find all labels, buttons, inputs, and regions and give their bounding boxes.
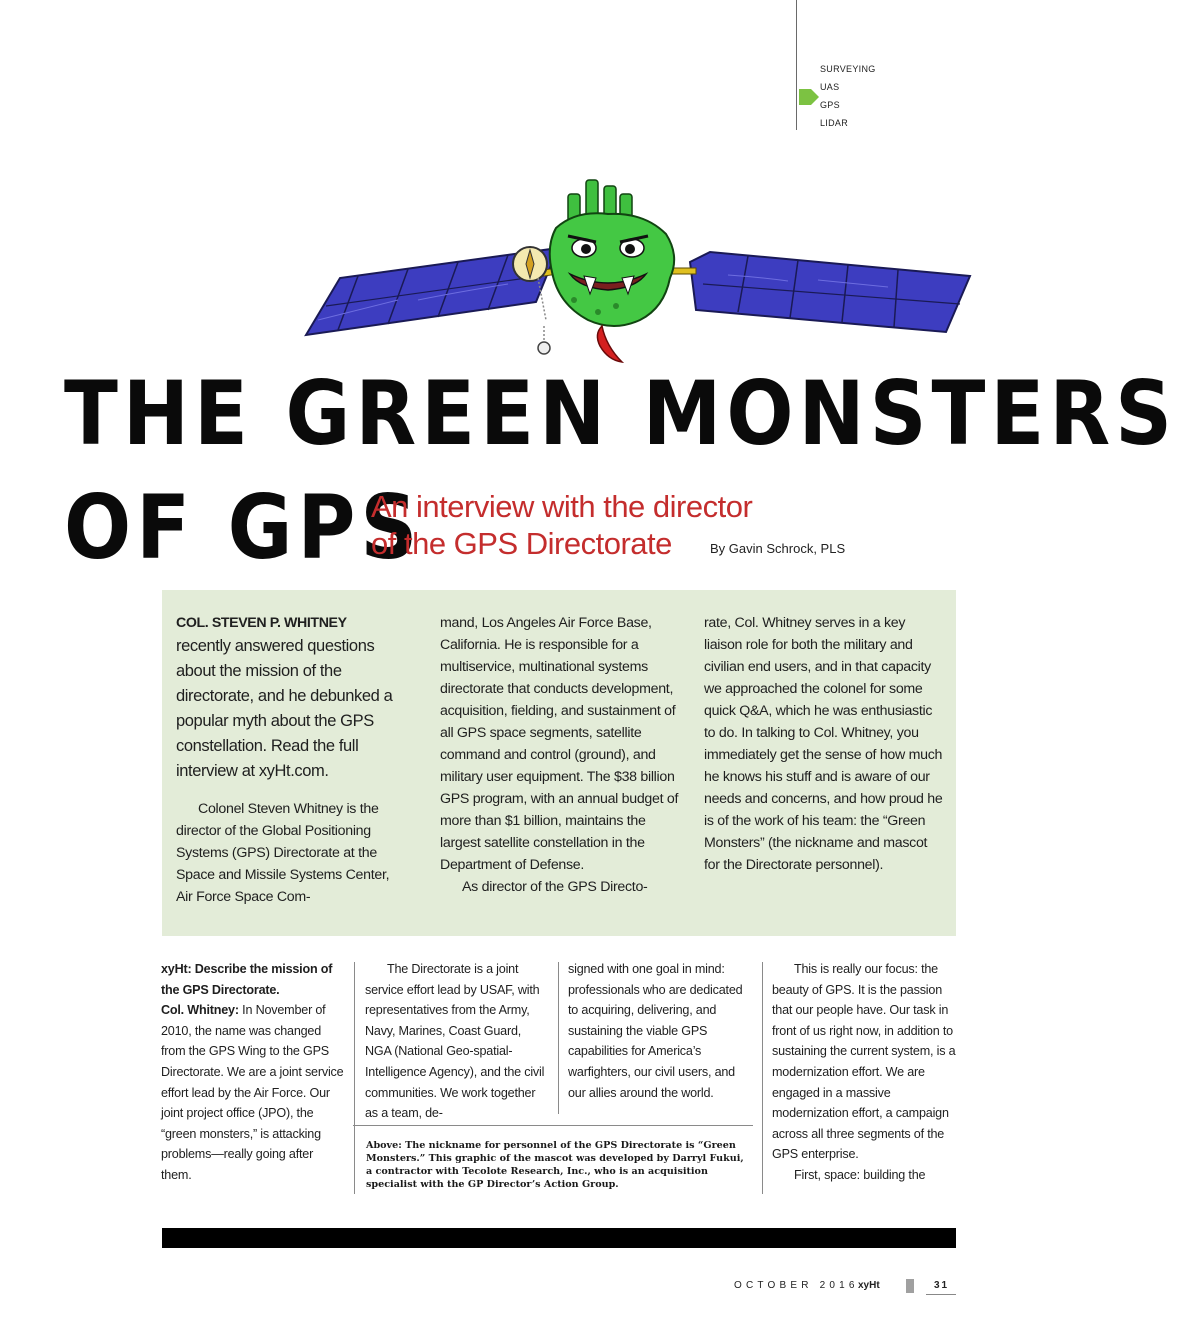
answer-text-2: The Directorate is a joint service effort lead by USAF, with representatives from the Army, Navy, Marines, Coast Guard, NGA (National Geo-spatial-Intelligence Agency), and the civil communities. We work together as a team, de- bbox=[365, 962, 545, 1121]
answer-text-3: signed with one goal in mind: professionals who are dedicated to acquiring, delivering, and sustaining the viable GPS capabilities for America’s warfighters, our civil users, and our allies around the world. bbox=[568, 962, 743, 1100]
intro-column-1 bbox=[176, 612, 406, 908]
lede-text: recently answered questions about the mission of the directorate, and he debunked a popular myth about the GPS constellation. Read the full interview at xyHt.com. bbox=[176, 637, 393, 780]
intro-column-3 bbox=[704, 612, 944, 876]
subtitle-line-2: of the GPS Directorate bbox=[371, 526, 672, 561]
footer-block-icon bbox=[906, 1279, 914, 1293]
caption-rule bbox=[353, 1125, 753, 1126]
section-nav-item-lidar[interactable]: LIDAR bbox=[820, 118, 849, 128]
section-nav-item-uas[interactable]: UAS bbox=[820, 82, 840, 92]
answer-text-1: In November of 2010, the name was changed from the GPS Wing to the GPS Directorate. We are a joint service effort lead by the Air Force. Our joint project office (JPO), the “green monsters,” is attacking problems—really going after them. bbox=[161, 1003, 344, 1182]
image-caption: Above: The nickname for personnel of the GPS Directorate is “Green Monsters.” This graphic of the mascot was developed by Darryl Fukui, a contractor with Tecolote Research, Inc., who is an acquisition specialist with the GP Director’s Action Group. bbox=[366, 1140, 744, 1190]
interview-answer-start bbox=[161, 1000, 345, 1185]
answer-text-4: This is really our focus: the beauty of GPS. It is the passion that our people have. Our task in front of us right now, in addition to sustaining the current system, is a modernization effort. We are engaged in a massive modernization effort, a campaign across all three segments of the GPS enterprise. bbox=[772, 962, 956, 1162]
intro-paragraph-1-continued: mand, Los Angeles Air Force Base, California. He is responsible for a multiservice, multinational systems directorate that conducts development, acquisition, fielding, and sustainment of all GPS space segments, satellite command and control (ground), and military user equipment. The $38 billion GPS program, with an annual budget of more than $1 billion, maintains the largest satellite constellation in the Department of Defense. bbox=[440, 615, 679, 873]
byline: By Gavin Schrock, PLS bbox=[710, 541, 846, 556]
interview-question: xyHt: Describe the mission of the GPS Directorate. bbox=[161, 962, 333, 997]
section-marker-icon bbox=[799, 89, 819, 105]
green-monster-mascot bbox=[550, 180, 674, 362]
footer-rule bbox=[926, 1294, 956, 1295]
section-nav bbox=[820, 60, 876, 132]
column-divider bbox=[354, 962, 355, 1194]
top-divider-rule bbox=[796, 0, 797, 130]
body-column-4 bbox=[772, 959, 957, 1186]
subtitle bbox=[371, 488, 752, 562]
body-column-2 bbox=[365, 959, 550, 1124]
body-column-1 bbox=[161, 959, 345, 1186]
intro-paragraph-2: As director of the GPS Directo- bbox=[462, 879, 648, 895]
headline-line-2: OF GPS bbox=[64, 476, 423, 580]
footer-magazine-name: xyHt bbox=[858, 1280, 880, 1291]
section-nav-item-gps[interactable]: GPS bbox=[820, 100, 840, 110]
column-divider bbox=[558, 962, 559, 1114]
headline-line-1: THE GREEN MONSTERS bbox=[64, 362, 1177, 466]
intro-paragraph-1: Colonel Steven Whitney is the director of the Global Positioning Systems (GPS) Directorate at the Space and Missile Systems Center, Air Force Space Com- bbox=[176, 801, 390, 905]
subtitle-line-1: An interview with the director bbox=[371, 489, 753, 524]
lede-name: COL. STEVEN P. WHITNEY bbox=[176, 615, 347, 631]
footer-issue-date: OCTOBER 2016 bbox=[734, 1280, 859, 1291]
footer-page-number: 31 bbox=[934, 1280, 950, 1291]
answer-text-5: First, space: building the bbox=[794, 1167, 926, 1182]
intro-box bbox=[162, 590, 956, 936]
gps-satellite-mascot-illustration bbox=[298, 180, 974, 380]
column-divider bbox=[762, 962, 763, 1194]
intro-paragraph-2-continued: rate, Col. Whitney serves in a key liaison role for both the military and civilian end users, and in that capacity we approached the colonel for some quick Q&A, which he was enthusiastic to do. In talking to Col. Whitney, you immediately get the sense of how much he knows his stuff and is aware of our needs and concerns, and how proud he is of the work of his team: the “Green Monsters” (the nickname and mascot for the Directorate personnel). bbox=[704, 615, 943, 873]
intro-column-2 bbox=[440, 612, 680, 898]
body-column-3 bbox=[568, 959, 753, 1103]
page-bottom-bar bbox=[162, 1228, 956, 1248]
right-solar-panel bbox=[690, 252, 970, 332]
section-nav-item-surveying[interactable]: SURVEYING bbox=[820, 64, 876, 74]
speaker-label: Col. Whitney: bbox=[161, 1003, 239, 1018]
